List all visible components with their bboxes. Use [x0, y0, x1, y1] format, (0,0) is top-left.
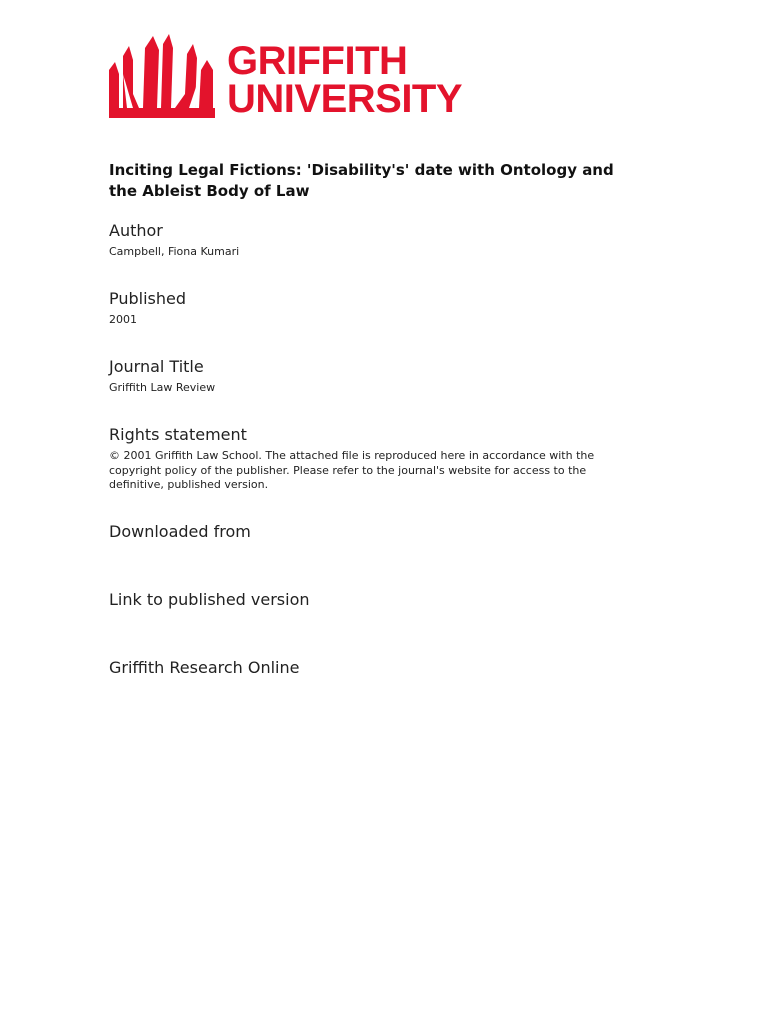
logo-wordmark: [227, 34, 463, 121]
document-metadata: [109, 160, 639, 677]
journal-value: Griffith Law Review: [109, 381, 216, 394]
rights-label: Rights statement: [109, 425, 247, 444]
downloaded-section: [109, 521, 251, 546]
repository-label: Griffith Research Online: [109, 658, 300, 677]
published-label: Published: [109, 289, 187, 308]
repository-section: [109, 657, 299, 682]
author-label: Author: [109, 221, 163, 240]
published-value: 2001: [109, 313, 137, 326]
published-version-link[interactable]: Link to published version: [109, 590, 310, 609]
logo-line-university: UNIVERSITY: [227, 77, 463, 121]
document-title: Inciting Legal Fictions: 'Disability's' date with Ontology and the Ableist Body of Law: [109, 161, 614, 200]
author-section: [109, 220, 239, 260]
published-section: [109, 288, 186, 328]
published-version-link-section[interactable]: [109, 589, 310, 614]
griffith-university-logo: [109, 34, 499, 121]
rights-value: © 2001 Griffith Law School. The attached file is reproduced here in accordance with the copyright policy of the publisher. Please refer to the journal's website for access to the definitive, published version.: [109, 449, 595, 491]
author-value: Campbell, Fiona Kumari: [109, 245, 240, 258]
journal-label: Journal Title: [109, 357, 204, 376]
rights-section: [109, 424, 639, 493]
journal-section: [109, 356, 215, 396]
logo-line-griffith: GRIFFITH: [227, 39, 408, 83]
downloaded-label: Downloaded from: [109, 522, 251, 541]
griffith-flame-logo-icon: [109, 34, 215, 118]
